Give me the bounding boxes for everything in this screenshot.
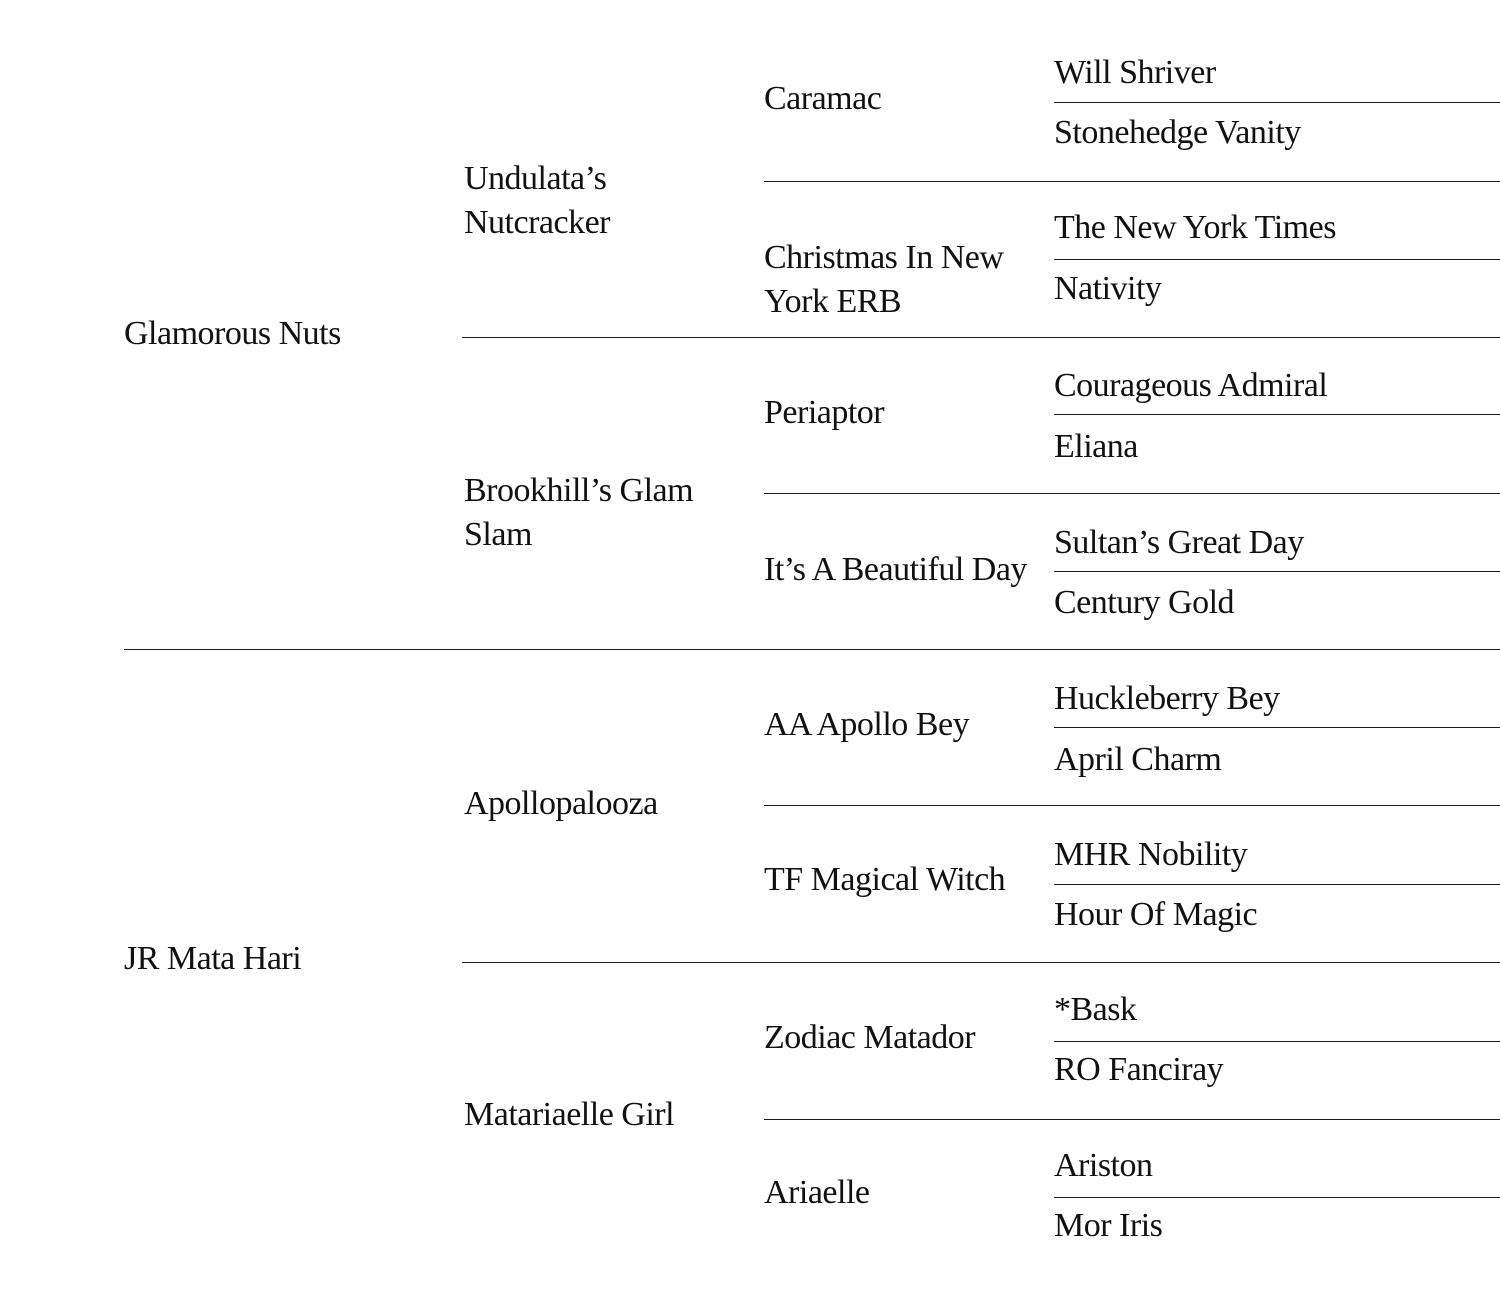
divider-gen2: [462, 337, 1500, 338]
ssdd-name: Nativity: [1054, 270, 1162, 307]
sdsd-name: Eliana: [1054, 428, 1138, 465]
ddds-name: Ariston: [1054, 1147, 1153, 1184]
divider-gen4: [1054, 414, 1500, 415]
dsd-name: TF Magical Witch: [764, 861, 1006, 898]
sddd-name: Century Gold: [1054, 584, 1235, 621]
sds-name: Periaptor: [764, 394, 885, 431]
divider-gen1: [124, 649, 1500, 650]
divider-gen4: [1054, 1197, 1500, 1198]
ddd-name: Ariaelle: [764, 1174, 870, 1211]
sire-name: Glamorous Nuts: [124, 315, 341, 352]
divider-gen3: [764, 1119, 1500, 1120]
sssd-name: Stonehedge Vanity: [1054, 114, 1301, 151]
ssd-name: Christmas In New York ERB: [764, 239, 1004, 320]
divider-gen4: [1054, 259, 1500, 260]
sdss-name: Courageous Admiral: [1054, 367, 1328, 404]
dddd-name: Mor Iris: [1054, 1207, 1163, 1244]
ddsd-name: RO Fanciray: [1054, 1051, 1224, 1088]
dss-name: AA Apollo Bey: [764, 706, 970, 743]
divider-gen2: [462, 962, 1500, 963]
divider-gen4: [1054, 571, 1500, 572]
divider-gen3: [764, 805, 1500, 806]
sdds-name: Sultan’s Great Day: [1054, 524, 1304, 561]
dsdd-name: Hour Of Magic: [1054, 896, 1258, 933]
dssd-name: April Charm: [1054, 741, 1222, 778]
divider-gen3: [764, 181, 1500, 182]
ssss-name: Will Shriver: [1054, 54, 1216, 91]
divider-gen4: [1054, 727, 1500, 728]
dam-dam-name: Matariaelle Girl: [464, 1096, 675, 1133]
sire-dam-name: Brookhill’s Glam Slam: [464, 472, 694, 553]
sdd-name: It’s A Beautiful Day: [764, 551, 1027, 588]
dam-sire-name: Apollopalooza: [464, 785, 658, 822]
sss-name: Caramac: [764, 80, 882, 117]
ssds-name: The New York Times: [1054, 209, 1336, 246]
dsds-name: MHR Nobility: [1054, 836, 1248, 873]
divider-gen4: [1054, 884, 1500, 885]
divider-gen4: [1054, 1041, 1500, 1042]
divider-gen3: [764, 493, 1500, 494]
ddss-name: *Bask: [1054, 991, 1137, 1028]
dsss-name: Huckleberry Bey: [1054, 680, 1280, 717]
divider-gen4: [1054, 102, 1500, 103]
dds-name: Zodiac Matador: [764, 1019, 976, 1056]
dam-name: JR Mata Hari: [124, 940, 302, 977]
sire-sire-name: Undulata’s Nutcracker: [464, 160, 611, 241]
